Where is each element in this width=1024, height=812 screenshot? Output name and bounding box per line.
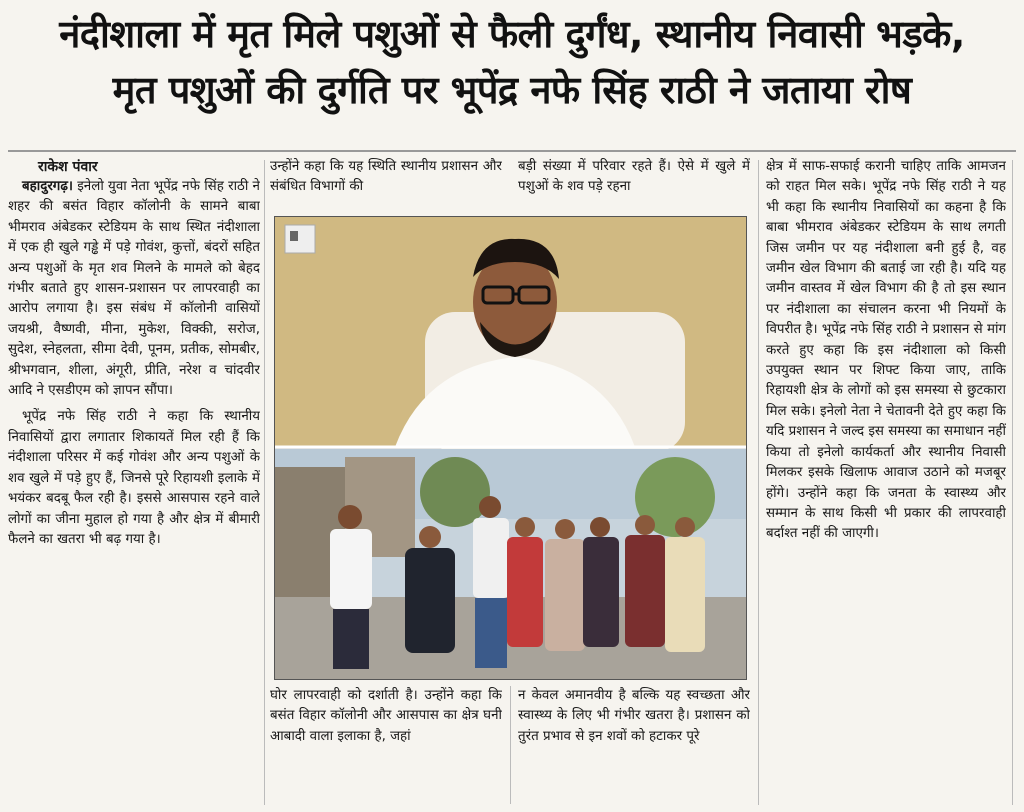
news-photo-illustration — [275, 217, 746, 679]
article-column-2-top — [270, 157, 502, 201]
article-column-1 — [8, 157, 260, 807]
article-paragraph-2: भूपेंद्र नफे सिंह राठी ने कहा कि स्थानीय निवासियों द्वारा लगातार शिकायतें मिल रही हैं कि नंदीशाला परिसर में कई गोवंश और अन्य पशुओं के शव खुले में पड़े हुए हैं, जिनसे पूरे रिहायशी इलाके में भयंकर बदबू फैल रही है। इससे आसपास रहने वाले लोगों का जीना मुहाल हो गया है और क्षेत्र में बीमारी फैलने का खतरा भी बढ़ गया है। — [8, 409, 260, 547]
article-column-2-bottom — [270, 686, 502, 808]
column-divider-3 — [758, 160, 759, 805]
news-photo — [274, 216, 747, 680]
article-paragraph-1 — [8, 177, 260, 401]
column-3-top-text: बड़ी संख्या में परिवार रहते हैं। ऐसे में खुले में पशुओं के शव पड़े रहना — [518, 159, 750, 195]
column-2-bottom-text: घोर लापरवाही को दर्शाती है। उन्होंने कहा कि बसंत विहार कॉलोनी और आसपास का क्षेत्र घनी आबादी वाला इलाका है, जहां — [270, 688, 502, 744]
article-paragraph-1-text: इनेलो युवा नेता भूपेंद्र नफे सिंह राठी ने शहर की बसंत विहार कॉलोनी के सामने बाबा भीमराव अंबेडकर स्टेडियम के साथ स्थित नंदीशाला में एक ही खुले गड्ढे में पड़े गोवंश, कुत्तों, बंदरों सहित अन्य पशुओं के मृत शव मिलने के मामले को बेहद गंभीर बताते हुए शासन-प्रशासन पर लापरवाही का आरोप लगाया है। इस संबंध में कॉलोनी वासियों जयश्री, वैष्णवी, मीना, मुकेश, विक्की, सरोज, सुदेश, स्नेहलता, सीमा देवी, पूनम, प्रतीक, सोमबीर, श्रीभगवान, शीला, अंगूरी, प्रीति, नरेश व चांदवीर आदि ने एसडीएम को ज्ञापन सौंपा। — [8, 179, 260, 399]
headline — [0, 6, 1024, 118]
column-2-top-text: उन्होंने कहा कि यह स्थिति स्थानीय प्रशासन और संबंधित विभागों की — [270, 159, 502, 195]
headline-line-2: मृत पशुओं की दुर्गति पर भूपेंद्र नफे सिंह राठी ने जताया रोष — [112, 68, 912, 112]
column-4-text: क्षेत्र में साफ-सफाई करानी चाहिए ताकि आमजन को राहत मिल सके। भूपेंद्र नफे सिंह राठी ने यह भी कहा कि स्थानीय निवासियों का कहना है कि बाबा भीमराव अंबेडकर स्टेडियम के साथ लगती जिस जमीन पर यह नंदीशाला बनी हुई है, वह जमीन खेल विभाग की बताई जा रही है। यदि यह जमीन वास्तव में खेल विभाग की है तो इस स्थान पर नंदीशाला का संचालन करना भी नियमों के विपरीत है। भूपेंद्र नफे सिंह राठी ने प्रशासन से मांग करते हुए कहा कि इस नंदीशाला को किसी उपयुक्त स्थान पर शिफ्ट किया जाए, ताकि रिहायशी क्षेत्र के लोगों को इस समस्या से छुटकारा मिल सके। इनेलो नेता ने चेतावनी देते हुए कहा कि यदि प्रशासन ने जल्द इस समस्या का समाधान नहीं किया तो इनेलो कार्यकर्ता और स्थानीय निवासी मिलकर इसके खिलाफ आवाज उठाने को मजबूर होंगे। उन्होंने कहा कि जनता के स्वास्थ्य और सम्मान के साथ किसी भी प्रकार की लापरवाही बर्दाश्त नहीं की जाएगी। — [766, 159, 1006, 542]
column-divider-2 — [510, 686, 511, 804]
column-divider-1 — [264, 160, 265, 805]
dateline: बहादुरगढ़। — [22, 179, 73, 194]
headline-line-1: नंदीशाला में मृत मिले पशुओं से फैली दुर्गंध, स्थानीय निवासी भड़के, — [59, 12, 965, 56]
article-column-3-top — [518, 157, 750, 201]
article-column-3-bottom — [518, 686, 750, 808]
article-column-4 — [766, 157, 1006, 807]
column-3-bottom-text: न केवल अमानवीय है बल्कि यह स्वच्छता और स्वास्थ्य के लिए भी गंभीर खतरा है। प्रशासन को तुरंत प्रभाव से इन शवों को हटाकर पूरे — [518, 688, 750, 744]
column-divider-4 — [1012, 160, 1013, 805]
byline: राकेश पंवार — [38, 159, 98, 175]
headline-rule — [8, 150, 1016, 152]
